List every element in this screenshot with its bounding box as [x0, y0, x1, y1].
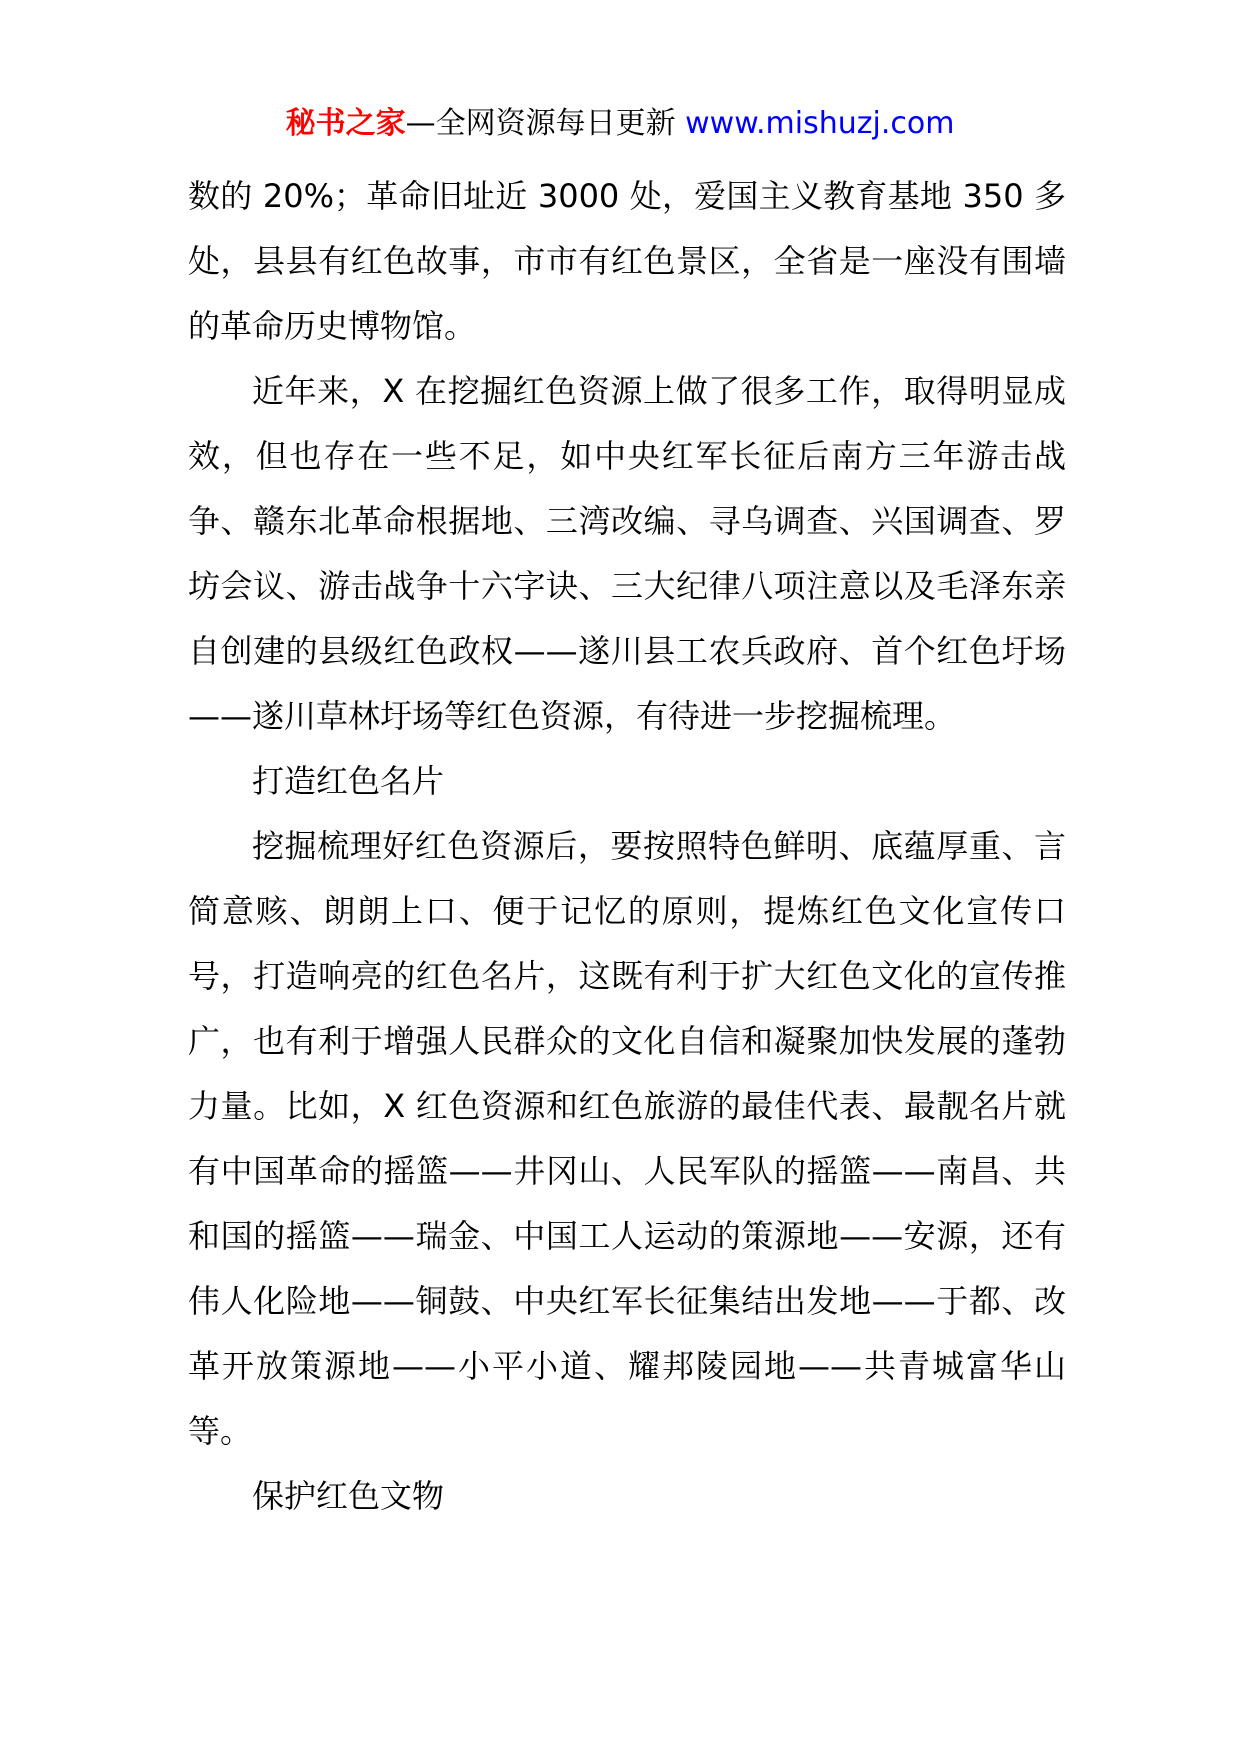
section-heading: 打造红色名片 — [252, 762, 445, 800]
section-heading: 保护红色文物 — [252, 1477, 445, 1515]
body-paragraph: 近年来，X 在挖掘红色资源上做了很多工作，取得明显成效，但也存在一些不足，如中央红军长征后南方三年游击战争、赣东北革命根据地、三湾改编、寻乌调查、兴国调查、罗坊会议、游击战争十六字诀、三大纪律八项注意以及毛泽东亲自创建的县级红色政权——遂川县工农兵政府、首个红色圩场——遂川草林圩场等红色资源，有待进一步挖掘梳理。 — [188, 372, 1066, 735]
document-body — [188, 164, 1066, 1529]
site-header — [0, 104, 1240, 144]
header-tagline: —全网资源每日更新 — [405, 106, 686, 141]
site-url-link[interactable]: www.mishuzj.com — [685, 106, 955, 141]
body-paragraph: 数的 20%；革命旧址近 3000 处，爱国主义教育基地 350 多处，县县有红色故事，市市有红色景区，全省是一座没有围墙的革命历史博物馆。 — [188, 177, 1066, 345]
body-paragraph: 挖掘梳理好红色资源后，要按照特色鲜明、底蕴厚重、言简意赅、朗朗上口、便于记忆的原则，提炼红色文化宣传口号，打造响亮的红色名片，这既有利于扩大红色文化的宣传推广，也有利于增强人民群众的文化自信和凝聚加快发展的蓬勃力量。比如，X 红色资源和红色旅游的最佳代表、最靓名片就有中国革命的摇篮——井冈山、人民军队的摇篮——南昌、共和国的摇篮——瑞金、中国工人运动的策源地——安源，还有伟人化险地——铜鼓、中央红军长征集结出发地——于都、改革开放策源地——小平小道、耀邦陵园地——共青城富华山等。 — [188, 827, 1066, 1450]
brand-name: 秘书之家 — [285, 106, 406, 141]
